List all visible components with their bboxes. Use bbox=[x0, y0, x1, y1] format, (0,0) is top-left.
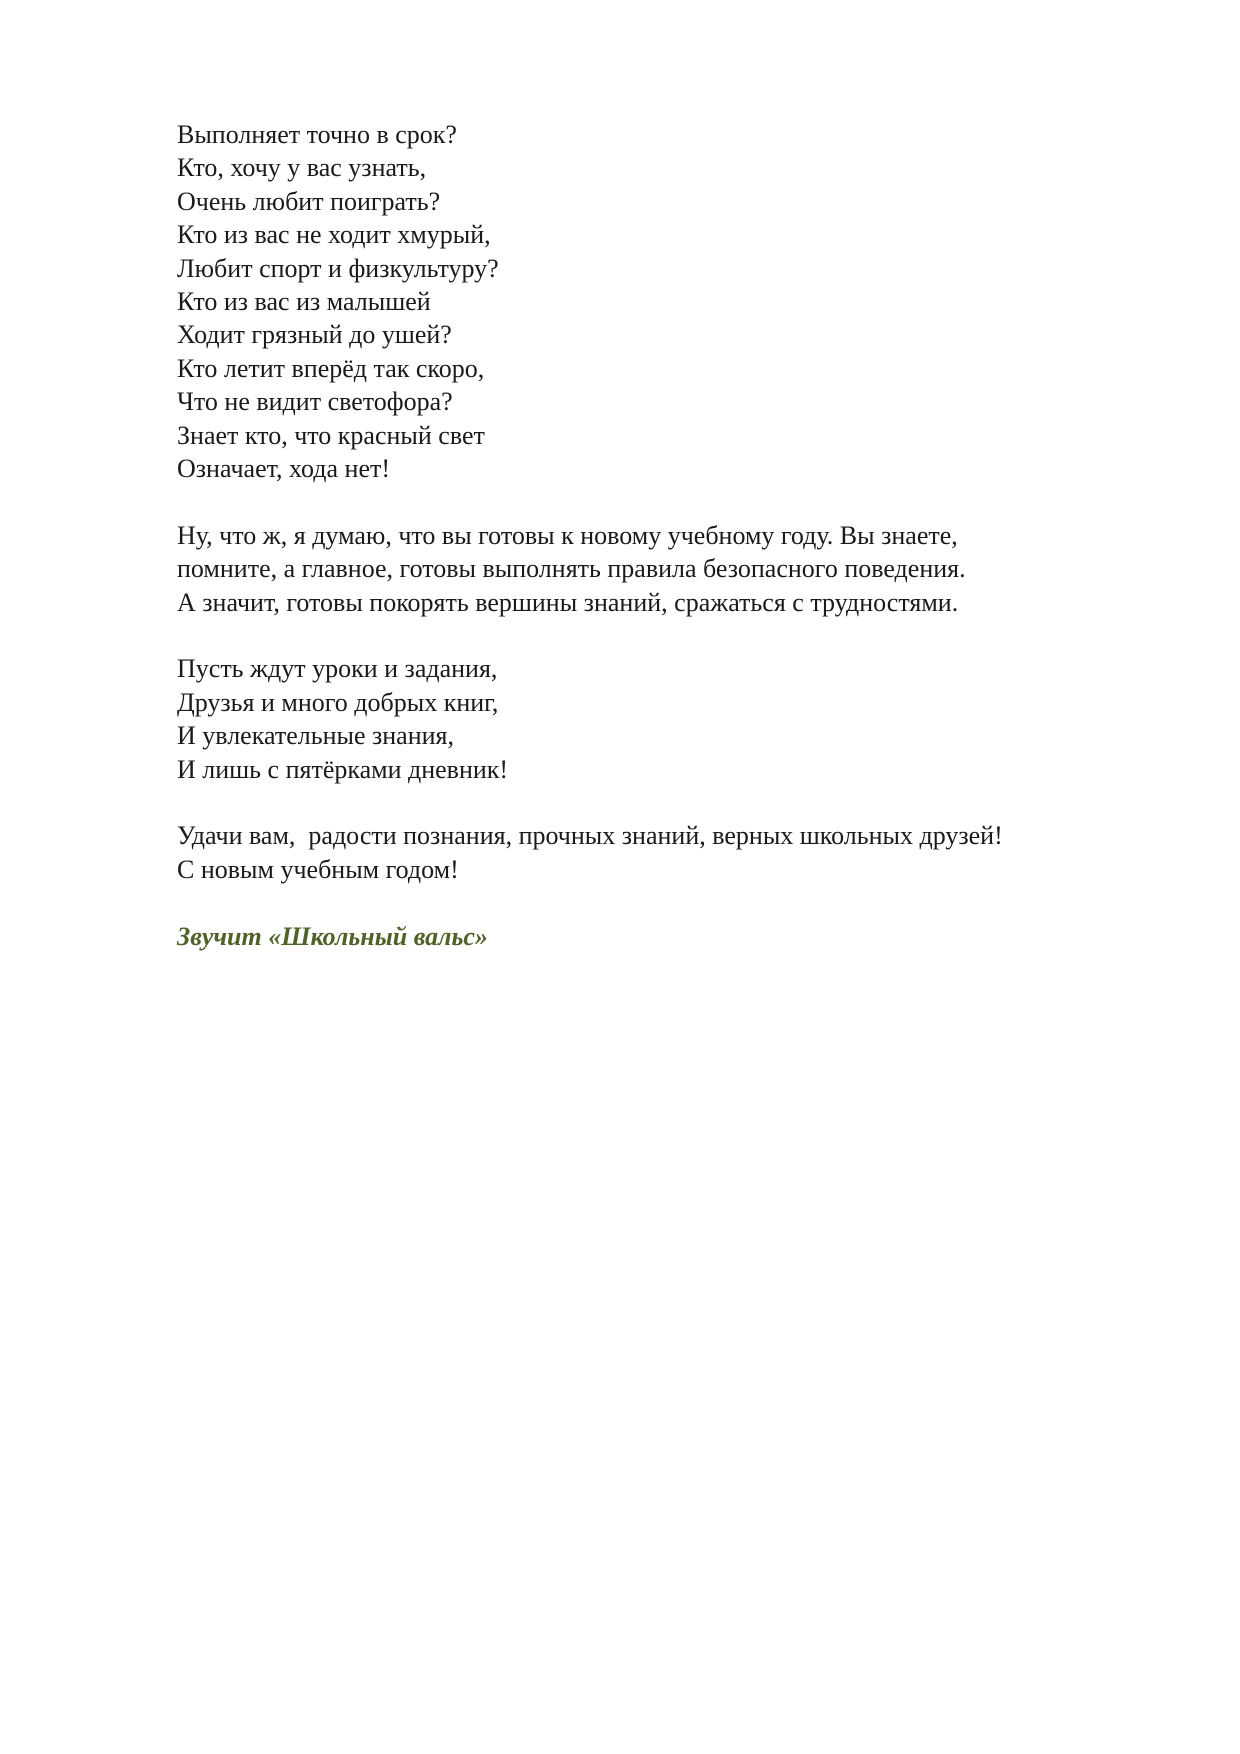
poem-line: И увлекательные знания, bbox=[177, 721, 454, 751]
poem-stanza-2 bbox=[177, 652, 1177, 786]
paragraph-spacer bbox=[177, 886, 1177, 919]
paragraph-spacer bbox=[177, 619, 1177, 652]
prose-paragraph-1 bbox=[177, 519, 1177, 619]
poem-stanza-1 bbox=[177, 118, 1177, 485]
poem-line: Означает, хода нет! bbox=[177, 454, 391, 484]
poem-line: И лишь с пятёрками дневник! bbox=[177, 754, 509, 784]
poem-line: Кто, хочу у вас узнать, bbox=[177, 153, 427, 183]
poem-line: Ходит грязный до ушей? bbox=[177, 320, 452, 350]
prose-line: С новым учебным годом! bbox=[177, 854, 459, 884]
poem-line: Друзья и много добрых книг, bbox=[177, 687, 499, 717]
poem-line: Пусть ждут уроки и задания, bbox=[177, 654, 498, 684]
poem-line: Кто из вас из малышей bbox=[177, 287, 431, 317]
poem-line: Кто летит вперёд так скоро, bbox=[177, 353, 485, 383]
prose-paragraph-2 bbox=[177, 819, 1177, 886]
poem-line: Что не видит светофора? bbox=[177, 387, 453, 417]
poem-line: Выполняет точно в срок? bbox=[177, 120, 457, 149]
prose-line: А значит, готовы покорять вершины знаний, сражаться с трудностями. bbox=[177, 587, 959, 617]
poem-line: Очень любит поиграть? bbox=[177, 186, 441, 216]
paragraph-spacer bbox=[177, 786, 1177, 819]
prose-line: Удачи вам, радости познания, прочных знаний, верных школьных друзей! bbox=[177, 821, 1003, 851]
poem-line: Любит спорт и физкультуру? bbox=[177, 253, 499, 283]
poem-line: Кто из вас не ходит хмурый, bbox=[177, 220, 491, 250]
prose-line: помните, а главное, готовы выполнять правила безопасного поведения. bbox=[177, 554, 966, 584]
document-body bbox=[177, 118, 1177, 953]
prose-line: Ну, что ж, я думаю, что вы готовы к новому учебному году. Вы знаете, bbox=[177, 520, 958, 550]
poem-line: Знает кто, что красный свет bbox=[177, 420, 485, 450]
paragraph-spacer bbox=[177, 485, 1177, 518]
stage-direction: Звучит «Школьный вальс» bbox=[177, 921, 488, 951]
